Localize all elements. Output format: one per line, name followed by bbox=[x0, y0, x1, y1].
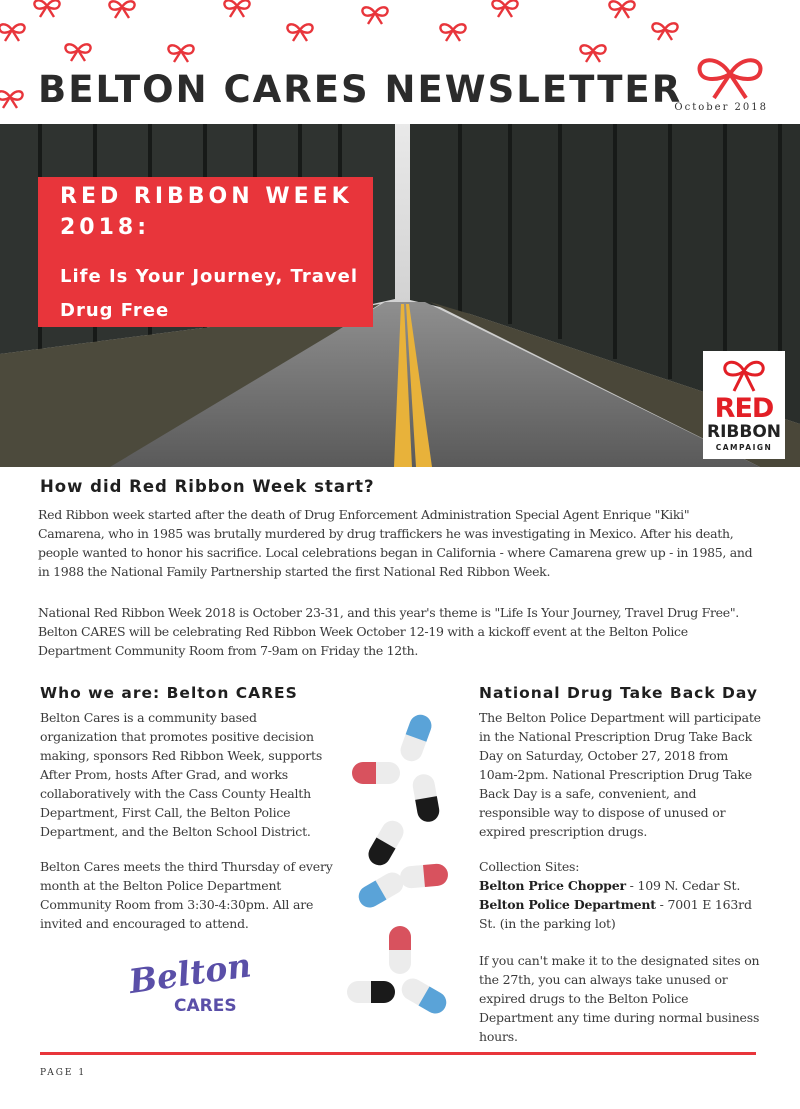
start-paragraph-1: Red Ribbon week started after the death of Drug Enforcement Administration Special Agent Enrique "Kiki" Camarena, who in 1985 was brutally murdered by drug traffickers he was investigating in Mexico. After his death, people wanted to honor his sacrifice. Local celebrations began in California - where Camarena grew up - in 1985, and in 1988 the National Family Partnership started the first National Red Ribbon Week. bbox=[38, 507, 753, 579]
collection-sites-label: Collection Sites: bbox=[479, 859, 580, 874]
red-ribbon-logo-icon bbox=[690, 52, 770, 104]
ribbon-bow-icon bbox=[719, 357, 769, 395]
logo-belton-text: Belton bbox=[126, 945, 254, 1001]
logo-cares-text: CARES bbox=[174, 996, 237, 1016]
section-heading-who: Who we are: Belton CARES bbox=[40, 684, 298, 702]
who-paragraph-2: Belton Cares meets the third Thursday of every month at the Belton Police Department Community Room from 3:30-4:30pm. All are invited and encouraged to attend. bbox=[40, 859, 333, 931]
newsletter-title: BELTON CARES NEWSLETTER bbox=[38, 68, 683, 111]
red-ribbon-week-banner bbox=[38, 177, 373, 327]
site-2-address: - 7001 E 163rd St. (in the parking lot) bbox=[479, 897, 752, 931]
logo-campaign-text: CAMPAIGN bbox=[715, 443, 773, 452]
footer-divider bbox=[40, 1052, 756, 1055]
issue-date: October 2018 bbox=[674, 102, 768, 113]
banner-title: RED RIBBON WEEK 2018: bbox=[60, 184, 353, 240]
site-1-name: Belton Price Chopper bbox=[479, 878, 626, 893]
banner-subtitle: Life Is Your Journey, Travel Drug Free bbox=[60, 266, 358, 321]
takeback-paragraph-3: If you can't make it to the designated sites on the 27th, you can always take unused or expired drugs to the Belton Police Department any time during normal business hours. bbox=[479, 953, 760, 1044]
red-ribbon-campaign-logo bbox=[703, 351, 785, 459]
capsule-pills-icon bbox=[340, 705, 460, 1025]
site-1-address: - 109 N. Cedar St. bbox=[625, 878, 741, 893]
logo-ribbon-text: RIBBON bbox=[706, 422, 781, 442]
collection-sites bbox=[479, 857, 769, 933]
belton-cares-logo bbox=[126, 945, 254, 1030]
page-number: PAGE 1 bbox=[40, 1068, 87, 1078]
takeback-paragraph-1: The Belton Police Department will participate in the National Prescription Drug Take Back Day on Saturday, October 27, 2018 from 10am-2pm. National Prescription Drug Take Back Day is a safe, convenient, and responsible way to dispose of unused or expired prescription drugs. bbox=[479, 710, 761, 839]
section-heading-start: How did Red Ribbon Week start? bbox=[40, 477, 375, 496]
who-paragraph-1: Belton Cares is a community based organization that promotes positive decision making, sponsors Red Ribbon Week, supports After Prom, hosts After Grad, and works collaboratively with the Cass County Health Department, First Call, the Belton Police Department, and the Belton School District. bbox=[40, 710, 323, 839]
site-2-name: Belton Police Department bbox=[479, 897, 656, 912]
logo-red-text: RED bbox=[714, 393, 774, 424]
start-paragraph-2: National Red Ribbon Week 2018 is October 23-31, and this year's theme is "Life Is Your Journey, Travel Drug Free". Belton CARES will be celebrating Red Ribbon Week October 12-19 with a kickoff event at the Belton Police Department Community Room from 7-9am on Friday the 12th. bbox=[38, 605, 739, 658]
section-heading-takeback: National Drug Take Back Day bbox=[479, 684, 758, 702]
